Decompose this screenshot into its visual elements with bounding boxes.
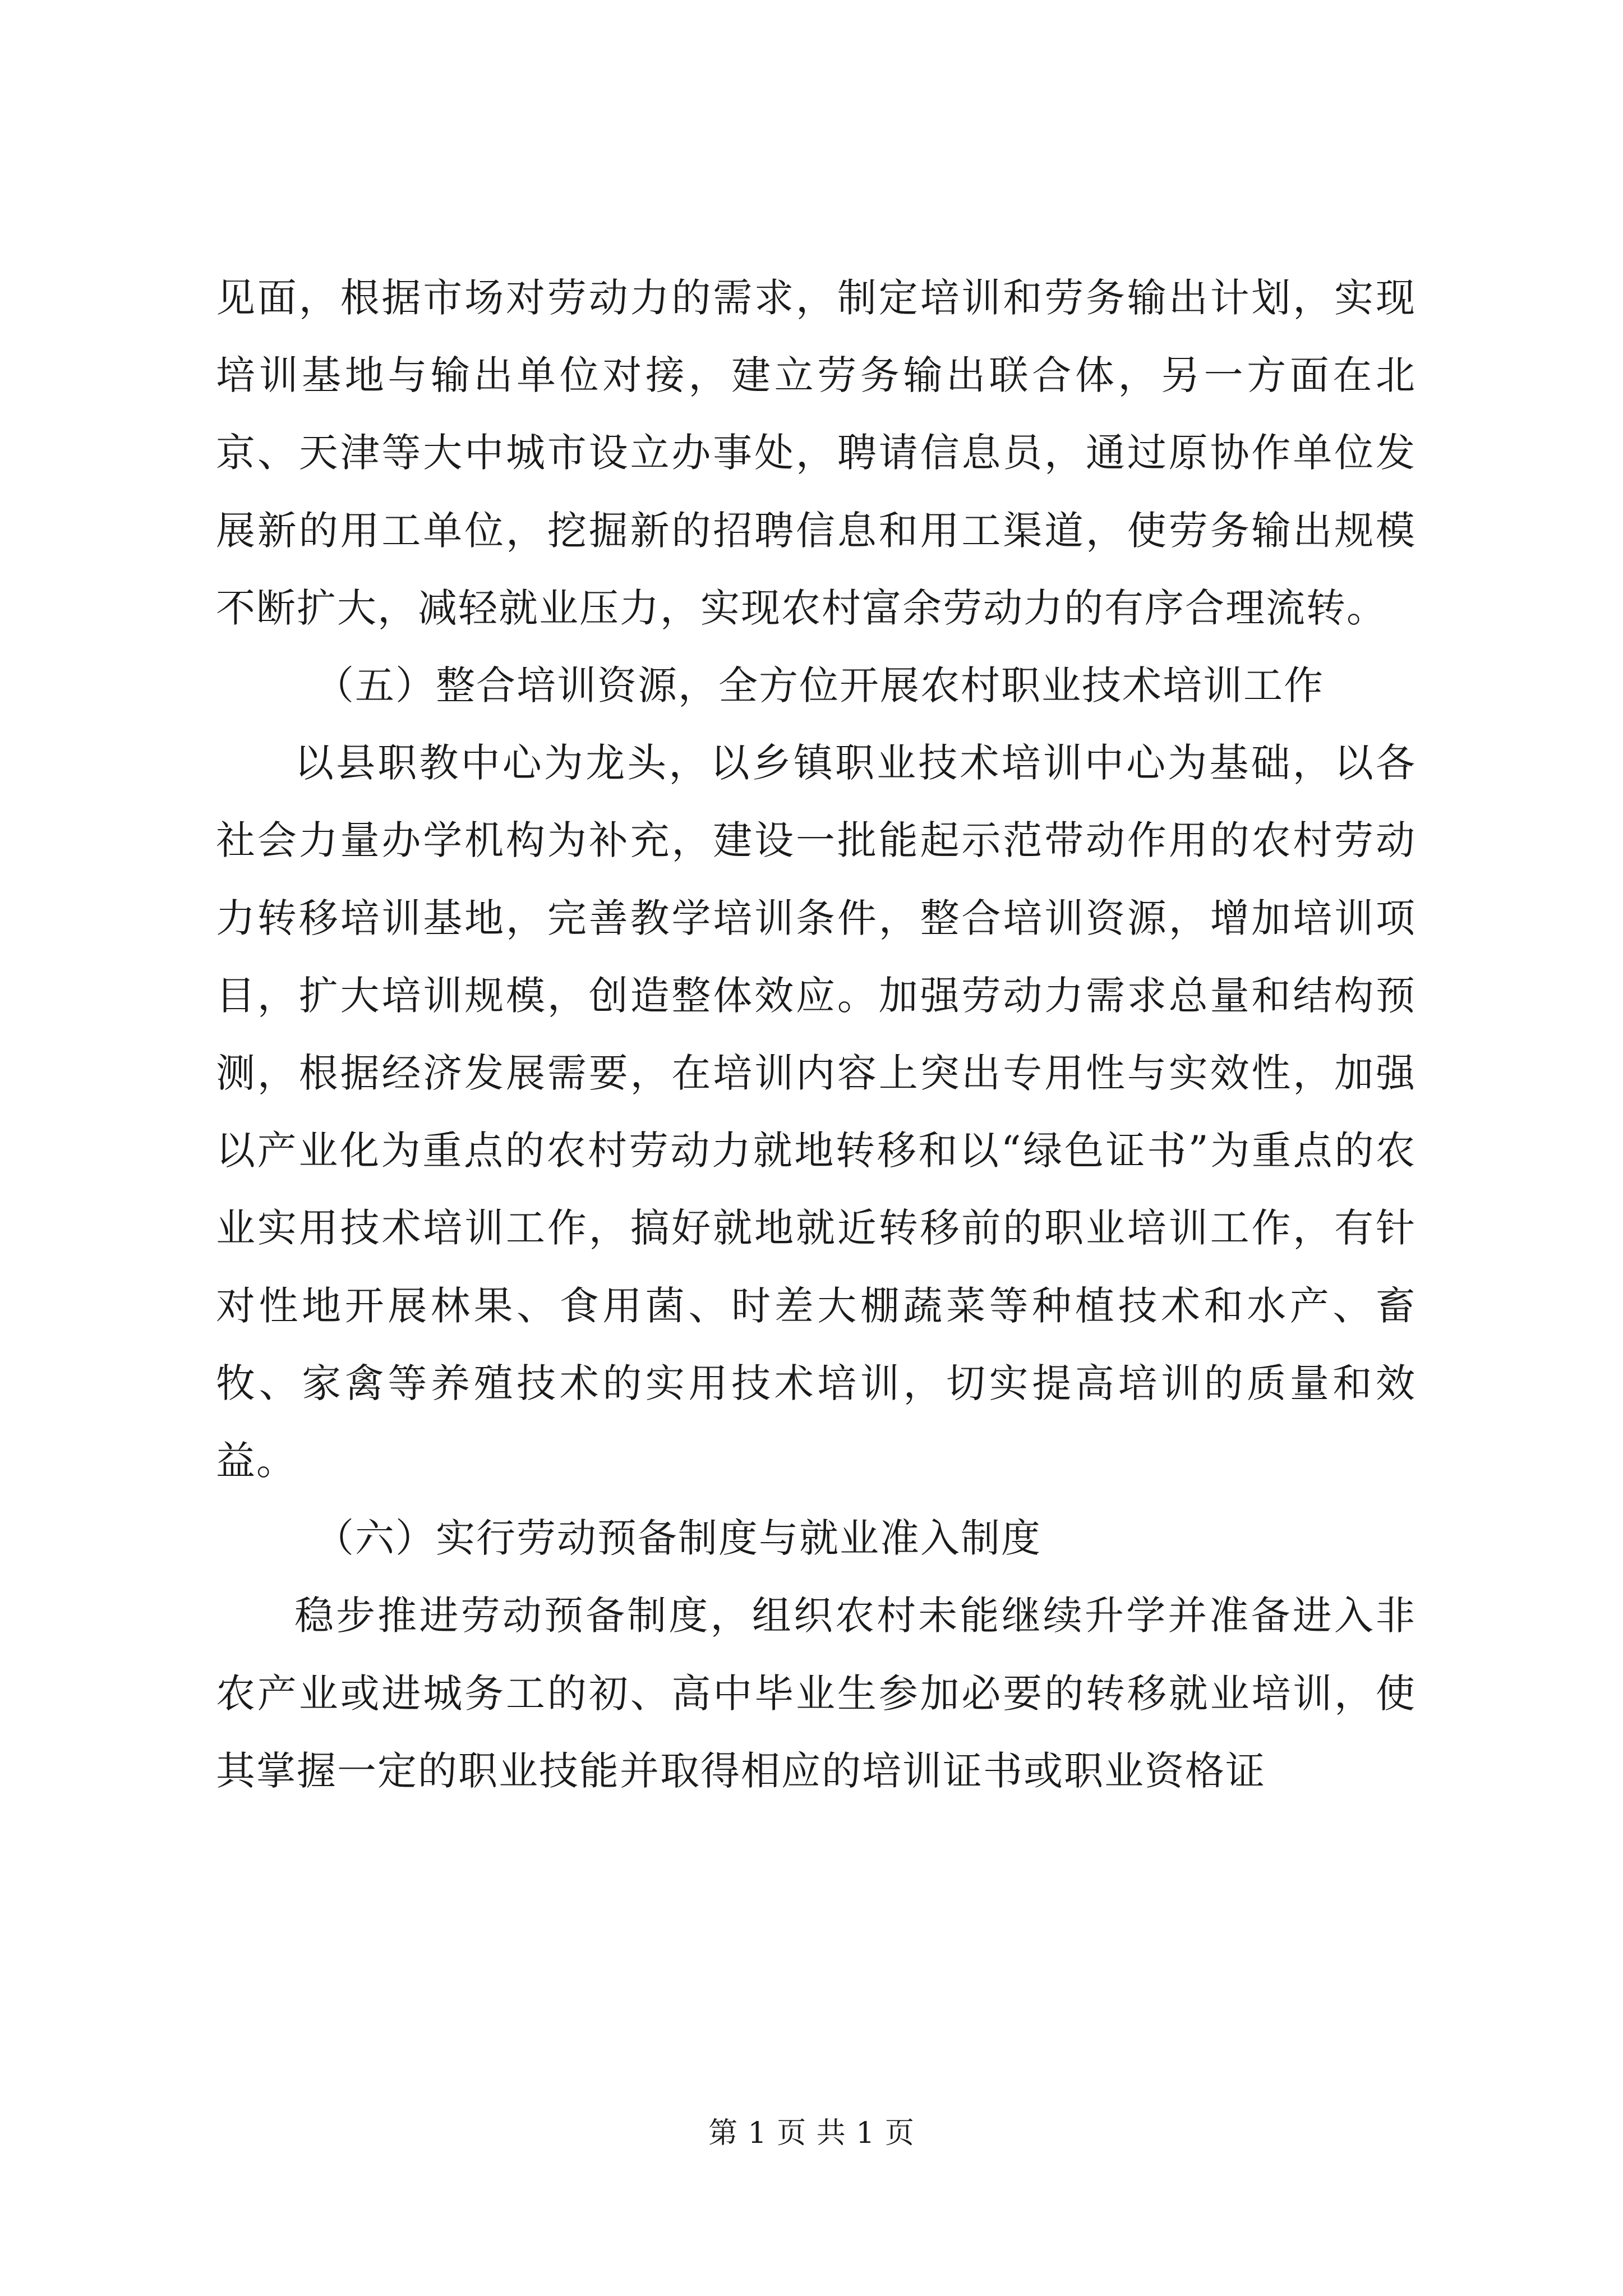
paragraph-training-resources: 以县职教中心为龙头，以乡镇职业技术培训中心为基础，以各社会力量办学机构为补充，建设一批能起示范带动作用的农村劳动力转移培训基地，完善教学培训条件，整合培训资源，增加培训项目，扩大培训规模，创造整体效应。加强劳动力需求总量和结构预测，根据经济发展需要，在培训内容上突出专用性与实效性，加强以产业化为重点的农村劳动力就地转移和以“绿色证书”为重点的农业实用技术培训工作，搞好就地就近转移前的职业培训工作，有针对性地开展林果、食用菌、时差大棚蔬菜等种植技术和水产、畜牧、家禽等养殖技术的实用技术培训，切实提高培训的质量和效益。 — [216, 740, 1416, 1484]
section-heading-5: （五）整合培训资源，全方位开展农村职业技术培训工作 — [315, 662, 1324, 709]
document-body — [216, 259, 1416, 1810]
paragraph-labor-preparation: 稳步推进劳动预备制度，组织农村未能继续升学并准备进入非农产业或进城务工的初、高中毕业生参加必要的转移就业培训，使其掌握一定的职业技能并取得相应的培训证书或职业资格证 — [216, 1593, 1416, 1794]
page-footer: 第 1 页 共 1 页 — [708, 2116, 915, 2150]
paragraph-continued: 见面，根据市场对劳动力的需求，制定培训和劳务输出计划，实现培训基地与输出单位对接，建立劳务输出联合体，另一方面在北京、天津等大中城市设立办事处，聘请信息员，通过原协作单位发展新的用工单位，挖掘新的招聘信息和用工渠道，使劳务输出规模不断扩大，减轻就业压力，实现农村富余劳动力的有序合理流转。 — [216, 275, 1416, 631]
section-heading-6: （六）实行劳动预备制度与就业准入制度 — [315, 1515, 1041, 1562]
